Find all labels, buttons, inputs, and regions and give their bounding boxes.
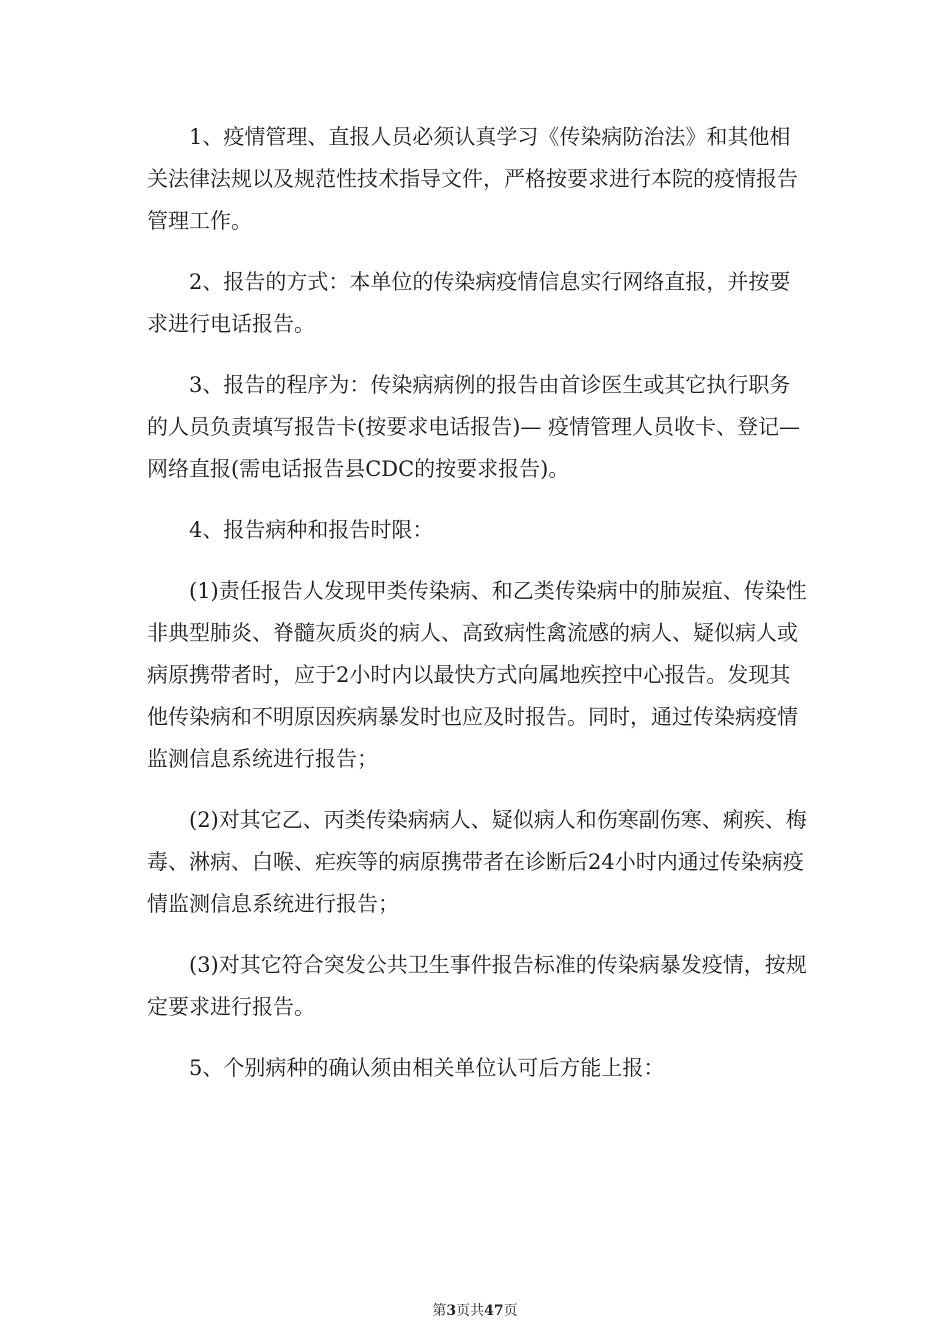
paragraph-8: 5、个别病种的确认须由相关单位认可后方能上报： <box>189 1056 665 1080</box>
paragraph-1: 1、疫情管理、直报人员必须认真学习《传染病防治法》和其他相关法律法规以及规范性技术指导文件，严格按要求进行本院的疫情报告管理工作。 <box>147 125 798 233</box>
paragraph-6: (2)对其它乙、丙类传染病病人、疑似病人和伤寒副伤寒、痢疾、梅毒、淋病、白喉、疟疾等的病原携带者在诊断后24小时内通过传染病疫情监测信息系统进行报告； <box>147 808 807 916</box>
footer-current-page: 3 <box>446 1303 457 1319</box>
footer-suffix: 页 <box>503 1303 518 1319</box>
paragraph-3: 3、报告的程序为：传染病病例的报告由首诊医生或其它执行职务的人员负责填写报告卡(按要求电话报告)— 疫情管理人员收卡、登记— 网络直报(需电话报告县CDC的按要求报告)。 <box>147 373 801 481</box>
document-body <box>147 116 809 1089</box>
footer-middle: 页共 <box>456 1303 485 1319</box>
footer-total-pages: 47 <box>484 1303 504 1319</box>
paragraph-5: (1)责任报告人发现甲类传染病、和乙类传染病中的肺炭疽、传染性非典型肺炎、脊髓灰质炎的病人、高致病性禽流感的病人、疑似病人或病原携带者时，应于2小时内以最快方式向属地疾控中心报告。发现其他传染病和不明原因疾病暴发时也应及时报告。同时，通过传染病疫情监测信息系统进行报告； <box>147 579 807 771</box>
paragraph-2: 2、报告的方式：本单位的传染病疫情信息实行网络直报，并按要求进行电话报告。 <box>147 270 791 336</box>
paragraph-4: 4、报告病种和报告时限： <box>189 518 434 542</box>
page-footer <box>0 1300 950 1320</box>
footer-prefix: 第 <box>432 1303 447 1319</box>
paragraph-7: (3)对其它符合突发公共卫生事件报告标准的传染病暴发疫情，按规定要求进行报告。 <box>147 953 807 1019</box>
